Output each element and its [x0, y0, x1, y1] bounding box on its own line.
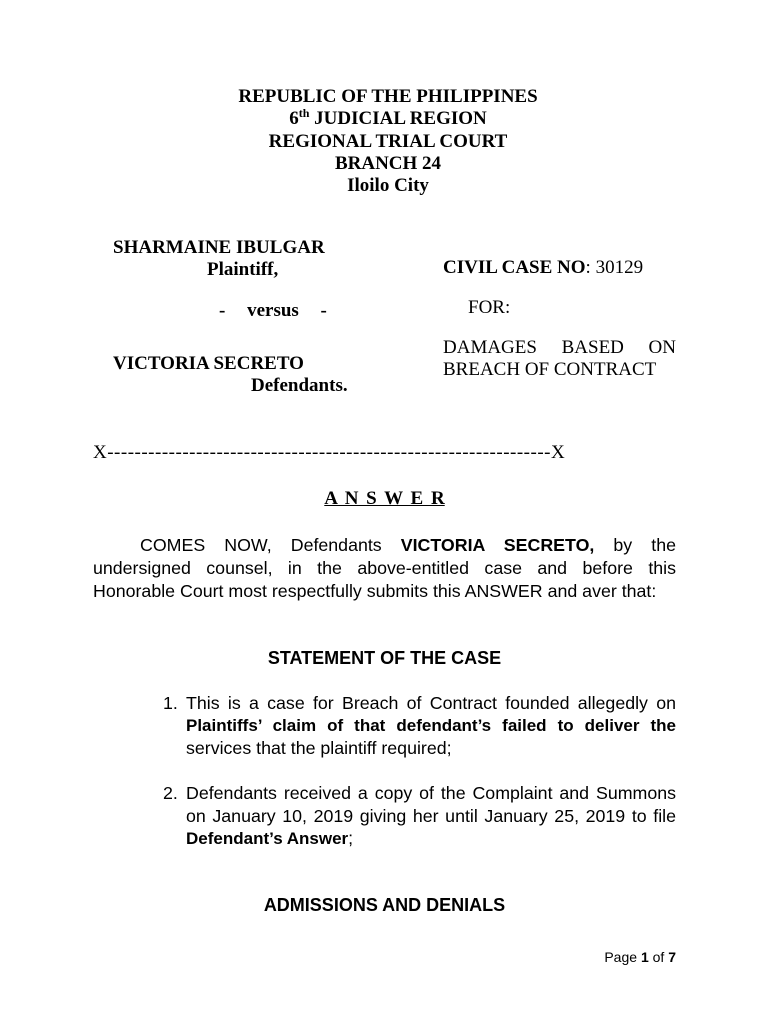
- defendant-name: VICTORIA SECRETO: [113, 353, 304, 374]
- list-item-line: This is a case for Breach of Contract founded allegedly on: [186, 693, 676, 713]
- header-city: Iloilo City: [347, 175, 429, 197]
- case-number: [443, 257, 643, 279]
- document-title: A N S W E R: [324, 488, 445, 509]
- page-total: 7: [668, 949, 676, 965]
- admissions-heading: ADMISSIONS AND DENIALS: [263, 895, 506, 915]
- region-name: JUDICIAL REGION: [314, 108, 487, 130]
- header-republic: REPUBLIC OF THE PHILIPPINES: [238, 86, 538, 107]
- defendant-role: Defendants.: [251, 375, 348, 396]
- list-item-line: Plaintiffs’ claim of that defendant’s failed to deliver the: [186, 715, 676, 735]
- case-number-label: CIVIL CASE NO: [443, 257, 586, 278]
- page-label: Page: [604, 949, 638, 965]
- of-label: of: [652, 949, 665, 965]
- list-item-number: 1.: [163, 693, 178, 713]
- intro-line-3: Honorable Court most respectfully submits this ANSWER and aver that:: [93, 581, 657, 601]
- intro-line-2: undersigned counsel, in the above-entitled case and before this: [93, 558, 676, 578]
- statement-heading: STATEMENT OF THE CASE: [267, 648, 502, 668]
- region-suffix: th: [298, 106, 310, 121]
- list-item-line: [186, 827, 353, 850]
- page-footer: [604, 949, 676, 965]
- plaintiff-role: Plaintiff,: [207, 259, 279, 280]
- header-region: [93, 108, 683, 130]
- defendants-answer-ref: Defendant’s Answer: [186, 829, 349, 848]
- list-item-line: Defendants received a copy of the Complaint and Summons: [186, 783, 676, 803]
- region-number: 6: [289, 108, 299, 130]
- intro-line-1: [140, 534, 676, 557]
- plaintiff-name: SHARMAINE IBULGAR: [113, 237, 325, 258]
- case-number-value: : 30129: [585, 257, 644, 278]
- case-nature-line-2: BREACH OF CONTRACT: [443, 359, 657, 380]
- court-header: [93, 86, 683, 197]
- intro-line-1-end: by the: [613, 535, 676, 555]
- list-item-line: services that the plaintiff required;: [186, 738, 452, 758]
- caption-separator: X-----------------------------------------------------------------X: [93, 442, 566, 463]
- case-nature-line-1: DAMAGES BASED ON: [443, 337, 676, 358]
- page-current: 1: [640, 949, 649, 965]
- header-court: REGIONAL TRIAL COURT: [268, 130, 508, 152]
- for-label: FOR:: [468, 297, 511, 318]
- defendant-name-inline: VICTORIA SECRETO,: [400, 535, 595, 555]
- list-item-line-end: ;: [348, 828, 354, 848]
- intro-line-1-start: COMES NOW, Defendants: [140, 535, 382, 555]
- list-item-number: 2.: [163, 783, 178, 803]
- list-item-line: on January 10, 2019 giving her until January 25, 2019 to file: [186, 805, 676, 826]
- versus-label: - versus -: [219, 300, 327, 321]
- header-branch: BRANCH 24: [334, 152, 442, 174]
